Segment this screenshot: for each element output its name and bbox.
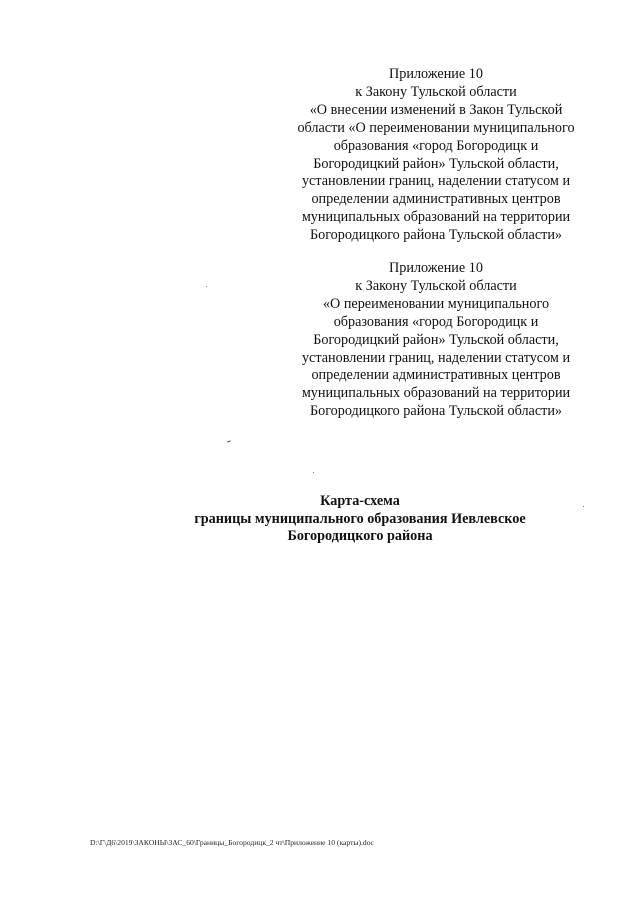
appendix-law-title-line: Богородицкий район» Тульской области,: [313, 331, 559, 348]
scan-speck: [583, 506, 584, 507]
appendix-header-amendment: [283, 66, 589, 245]
appendix-law-title-line: Богородицкого района Тульской области»: [309, 227, 563, 244]
appendix-header-original: [283, 260, 589, 421]
scan-speck: [313, 472, 314, 473]
appendix-law-title-line: образования «город Богородицк и: [333, 313, 539, 330]
appendix-law-title-line: области «О переименовании муниципального: [297, 119, 575, 136]
scan-speck: [227, 440, 231, 442]
appendix-law-title-line: «О внесении изменений в Закон Тульской: [309, 101, 563, 118]
appendix-law-title-line: Богородицкого района Тульской области»: [309, 403, 563, 420]
appendix-law-title-line: муниципальных образований на территории: [301, 209, 571, 226]
appendix-number: Приложение 10: [389, 66, 483, 82]
appendix-law-title-line: Богородицкий район» Тульской области,: [313, 155, 559, 172]
scan-speck: [206, 286, 207, 287]
appendix-law-reference: к Закону Тульской области: [355, 277, 517, 294]
appendix-law-reference: к Закону Тульской области: [355, 83, 517, 100]
map-title-heading: Карта-схема: [320, 493, 400, 509]
appendix-law-title-line: установлении границ, наделении статусом и: [301, 349, 571, 366]
appendix-law-title-line: установлении границ, наделении статусом и: [301, 173, 571, 190]
appendix-number: Приложение 10: [389, 260, 483, 276]
appendix-law-title-line: муниципальных образований на территории: [301, 385, 571, 402]
map-scheme-title: [150, 493, 570, 546]
footer-file-path: D:\Г\Д6\2019\ЗАКОНЫ\ЗАС_60\Границы_Богородицк_2 чт\Приложение 10 (карты).doc: [90, 838, 374, 847]
appendix-law-title-line: образования «город Богородицк и: [333, 137, 539, 154]
appendix-law-title-line: «О переименовании муниципального: [322, 295, 550, 312]
map-title-district: Богородицкого района: [287, 528, 433, 545]
map-title-subject: границы муниципального образования Иевлевское: [194, 510, 526, 527]
appendix-law-title-line: определении административных центров: [311, 191, 561, 208]
appendix-law-title-line: определении административных центров: [311, 367, 561, 384]
